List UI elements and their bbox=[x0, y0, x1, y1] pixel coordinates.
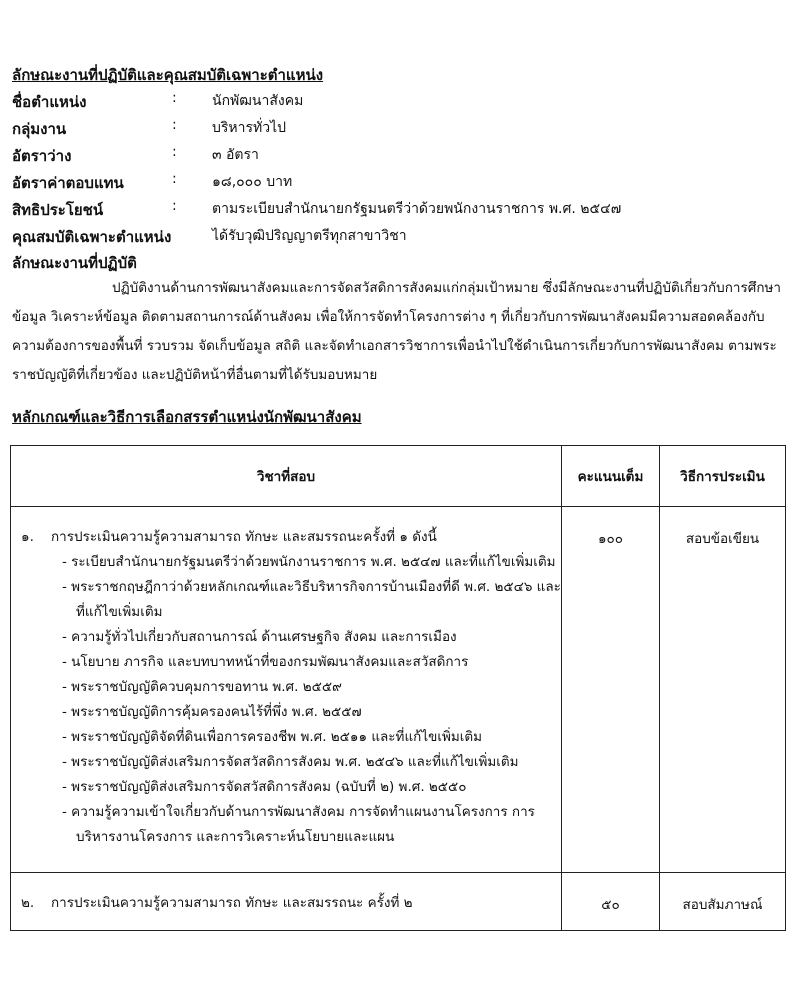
table-row bbox=[11, 507, 786, 873]
field-value: บริหารทั่วไป bbox=[212, 120, 287, 136]
field-row bbox=[12, 90, 792, 114]
section-heading: หลักเกณฑ์และวิธีการเลือกสรรตำแหน่งนักพัฒนาสังคม bbox=[12, 408, 362, 426]
field-value: ๓ อัตรา bbox=[212, 147, 259, 163]
field-value: นักพัฒนาสังคม bbox=[212, 93, 304, 109]
exam-topic: - ความรู้ความเข้าใจเกี่ยวกับด้านการพัฒนาสังคม การจัดทำแผนงานโครงการ การบริหารงานโครงการ และการวิเคราะห์นโยบายและแผน bbox=[62, 804, 535, 845]
section-heading: ลักษณะงานที่ปฏิบัติ bbox=[12, 254, 137, 272]
field-label: คุณสมบัติเฉพาะตำแหน่ง bbox=[12, 228, 172, 246]
table-row bbox=[11, 873, 786, 931]
full-score: ๕๐ bbox=[562, 873, 660, 931]
field-label: อัตราว่าง bbox=[12, 147, 72, 165]
job-description: ปฏิบัติงานด้านการพัฒนาสังคมและการจัดสวัสดิการสังคมแก่กลุ่มเป้าหมาย ซึ่งมีลักษณะงานที่ปฏิบัติเกี่ยวกับการศึกษาข้อมูล วิเคราะห์ข้อมูล ติดตามสถานการณ์ด้านสังคม เพื่อให้การจัดทำโครงการต่าง ๆ ที่เกี่ยวกับการพัฒนาสังคมมีความสอดคล้องกับความต้องการของพื้นที่ รวบรวม จัดเก็บข้อมูล สถิติ และจัดทำเอกสารวิชาการเพื่อนำไปใช้ดำเนินการเกี่ยวกับการพัฒนาสังคม ตามพระราชบัญญัติที่เกี่ยวข้อง และปฏิบัติหน้าที่อื่นตามที่ได้รับมอบหมาย bbox=[12, 280, 781, 383]
exam-topic: - ระเบียบสำนักนายกรัฐมนตรีว่าด้วยพนักงานราชการ พ.ศ. ๒๕๔๗ และที่แก้ไขเพิ่มเติม bbox=[62, 554, 556, 570]
exam-topic: - พระราชกฤษฎีกาว่าด้วยหลักเกณฑ์และวิธีบริหารกิจการบ้านเมืองที่ดี พ.ศ. ๒๕๔๖ และที่แก้ไขเพิ่มเติม bbox=[62, 579, 561, 620]
exam-topic: - พระราชบัญญัติจัดที่ดินเพื่อการครองชีพ พ.ศ. ๒๕๑๑ และที่แก้ไขเพิ่มเติม bbox=[62, 729, 483, 745]
field-label: อัตราค่าตอบแทน bbox=[12, 174, 124, 192]
header-score: คะแนนเต็ม bbox=[562, 446, 660, 507]
field-row bbox=[12, 171, 792, 195]
exam-topic: - นโยบาย ภารกิจ และบทบาทหน้าที่ของกรมพัฒนาสังคมและสวัสดิการ bbox=[62, 654, 469, 670]
colon: : bbox=[172, 171, 177, 187]
colon: : bbox=[172, 90, 177, 106]
full-score: ๑๐๐ bbox=[562, 507, 660, 873]
colon: : bbox=[172, 117, 177, 133]
exam-topic: - พระราชบัญญัติส่งเสริมการจัดสวัสดิการสังคม (ฉบับที่ ๒) พ.ศ. ๒๕๕๐ bbox=[62, 779, 467, 795]
exam-topic: - พระราชบัญญัติควบคุมการขอทาน พ.ศ. ๒๕๕๙ bbox=[62, 679, 342, 695]
colon: : bbox=[172, 198, 177, 214]
exam-topic: - พระราชบัญญัติส่งเสริมการจัดสวัสดิการสังคม พ.ศ. ๒๕๔๖ และที่แก้ไขเพิ่มเติม bbox=[62, 754, 519, 770]
evaluation-method: สอบข้อเขียน bbox=[660, 507, 786, 873]
exam-title: ๒. การประเมินความรู้ความสามารถ ทักษะ และสมรรถนะ ครั้งที่ ๒ bbox=[21, 895, 413, 911]
exam-topic: - พระราชบัญญัติการคุ้มครองคนไร้ที่พึ่ง พ.ศ. ๒๕๕๗ bbox=[62, 704, 362, 720]
field-label: กลุ่มงาน bbox=[12, 120, 67, 138]
field-row bbox=[12, 117, 792, 141]
exam-topic: - ความรู้ทั่วไปเกี่ยวกับสถานการณ์ ด้านเศรษฐกิจ สังคม และการเมือง bbox=[62, 629, 457, 645]
field-row bbox=[12, 225, 792, 249]
section-heading: ลักษณะงานที่ปฏิบัติและคุณสมบัติเฉพาะตำแหน่ง bbox=[12, 66, 324, 84]
field-value: ได้รับวุฒิปริญญาตรีทุกสาขาวิชา bbox=[212, 228, 407, 244]
exam-title: ๑. การประเมินความรู้ความสามารถ ทักษะ และสมรรถนะครั้งที่ ๑ ดังนี้ bbox=[21, 529, 437, 545]
colon: : bbox=[172, 144, 177, 160]
field-value: ตามระเบียบสำนักนายกรัฐมนตรีว่าด้วยพนักงานราชการ พ.ศ. ๒๕๔๗ bbox=[212, 201, 622, 217]
field-label: ชื่อตำแหน่ง bbox=[12, 93, 87, 111]
exam-table bbox=[10, 445, 786, 931]
field-row bbox=[12, 144, 792, 168]
field-label: สิทธิประโยชน์ bbox=[12, 201, 104, 219]
field-value: ๑๘,๐๐๐ บาท bbox=[212, 174, 293, 190]
evaluation-method: สอบสัมภาษณ์ bbox=[660, 873, 786, 931]
field-row bbox=[12, 198, 792, 222]
header-subject: วิชาที่สอบ bbox=[11, 446, 562, 507]
header-method: วิธีการประเมิน bbox=[660, 446, 786, 507]
